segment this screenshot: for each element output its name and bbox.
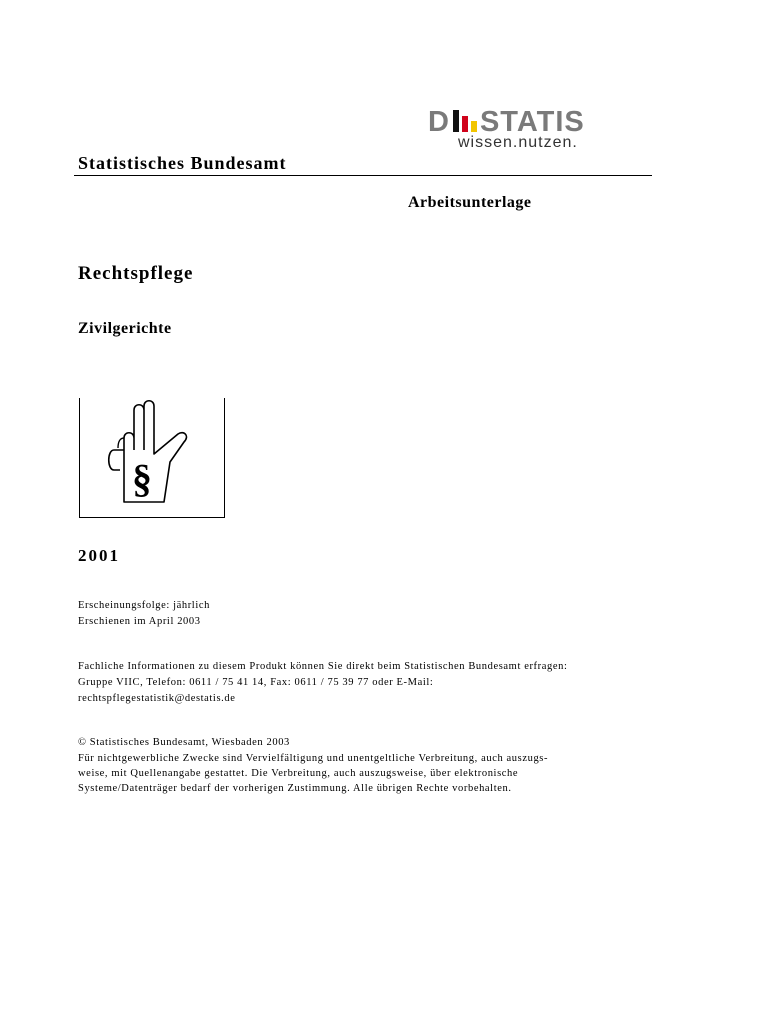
copyright-line: Für nichtgewerbliche Zwecke sind Vervielfältigung und unentgeltliche Verbreitung, auch auszugs- (78, 753, 549, 764)
logo-tagline: wissen.nutzen. (458, 134, 578, 151)
document-type: Arbeitsunterlage (408, 194, 532, 211)
contact-email: rechtspflegestatistik@destatis.de (78, 693, 236, 704)
hand-paragraph-icon (80, 398, 226, 518)
logo-letters-statis: STATIS (479, 106, 585, 138)
contact-line: Gruppe VIIC, Telefon: 0611 / 75 41 14, Fax: 0611 / 75 39 77 oder E-Mail: (78, 677, 434, 688)
header-divider (74, 175, 652, 176)
copyright-line: © Statistisches Bundesamt, Wiesbaden 2003 (78, 737, 290, 748)
destatis-logo (428, 106, 614, 154)
logo-bars-icon (451, 110, 479, 132)
year-label: 2001 (78, 546, 120, 565)
publication-date: Erschienen im April 2003 (78, 616, 201, 627)
logo-letter-d: D (428, 106, 450, 138)
paragraph-symbol: § (132, 456, 152, 501)
copyright-line: weise, mit Quellenangabe gestattet. Die Verbreitung, auch auszugsweise, über elektronische (78, 768, 519, 779)
main-title: Rechtspflege (78, 263, 194, 284)
contact-line: Fachliche Informationen zu diesem Produkt können Sie direkt beim Statistischen Bundesamt erfragen: (78, 661, 568, 672)
header-title: Statistisches Bundesamt (78, 153, 287, 173)
emblem-frame (79, 398, 225, 518)
copyright-line: Systeme/Datenträger bedarf der vorherigen Zustimmung. Alle übrigen Rechte vorbehalten. (78, 783, 512, 794)
sub-title: Zivilgerichte (78, 320, 172, 337)
publication-frequency: Erscheinungsfolge: jährlich (78, 600, 210, 611)
